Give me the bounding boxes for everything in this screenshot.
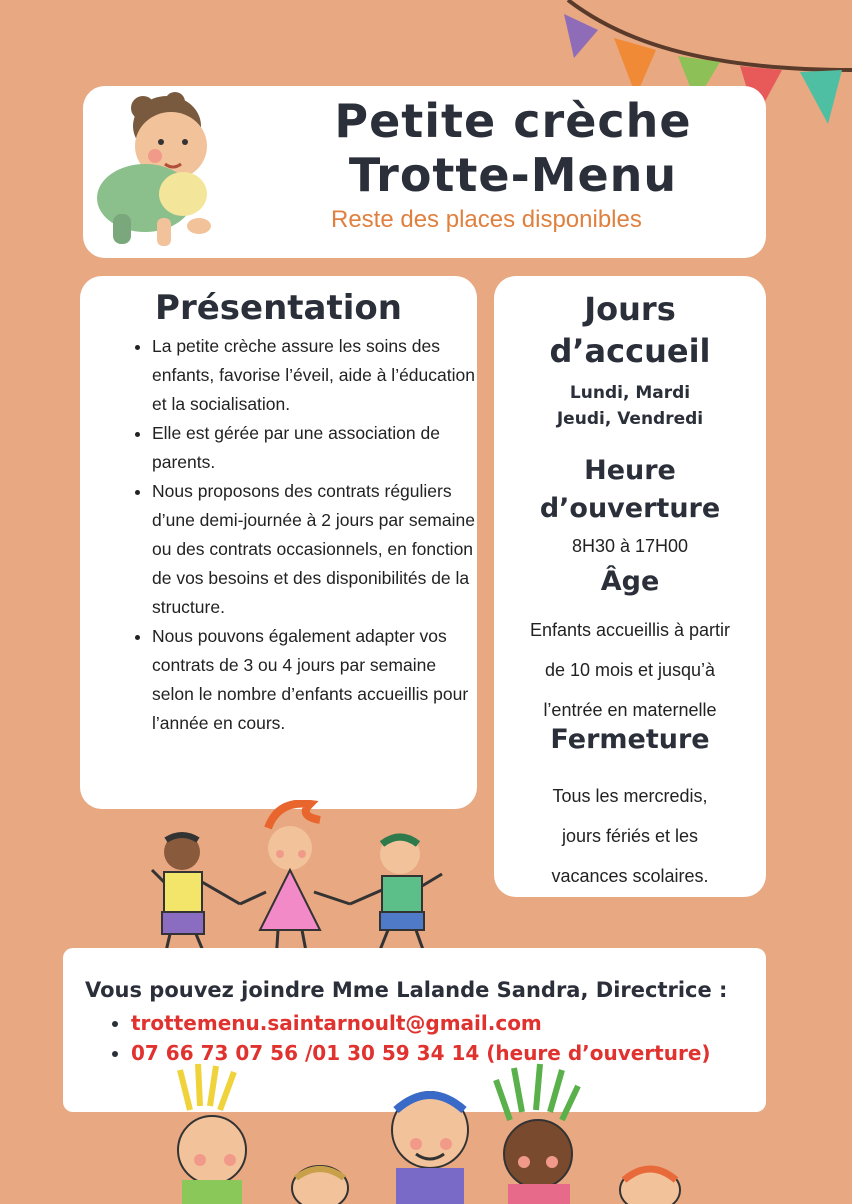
subtitle-places: Reste des places disponibles	[331, 206, 642, 233]
presentation-item: • Nous pouvons également adapter vos contrats de 3 ou 4 jours par semaine selon le nombre d’enfants accueillis pour l’année en cours.	[152, 622, 482, 738]
presentation-title: Présentation	[155, 288, 402, 328]
presentation-item: • La petite crèche assure les soins des enfants, favorise l’éveil, aide à l’éducation et la socialisation.	[152, 332, 482, 419]
fermeture-line-2: jours fériés et les	[561, 826, 699, 846]
contact-intro: Vous pouvez joindre Mme Lalande Sandra, Directrice :	[85, 978, 728, 1002]
children-holding-hands-illustration	[150, 800, 450, 970]
fermeture-line-1: Tous les mercredis,	[552, 786, 708, 806]
jours-title	[494, 288, 766, 372]
age-line-2: de 10 mois et jusqu’à	[544, 660, 716, 680]
fermeture-title: Fermeture	[550, 724, 710, 755]
crawling-baby-illustration	[87, 86, 237, 251]
fermeture-text	[494, 776, 766, 896]
title-card	[83, 86, 766, 258]
heure-title	[494, 452, 766, 528]
presentation-card	[80, 276, 477, 809]
presentation-list	[130, 332, 482, 738]
age-line-1: Enfants accueillis à partir	[529, 620, 731, 640]
contact-phones: • 07 66 73 07 56 /01 30 59 34 14 (heure d’ouverture)	[131, 1038, 711, 1068]
jours-values	[494, 380, 766, 432]
presentation-item: • Nous proposons des contrats réguliers d’une demi-journée à 2 jours par semaine ou des contrats occasionnels, en fonction de vos besoins et des disponibilités de la structure.	[152, 477, 482, 622]
jours-line-1: Lundi, Mardi	[569, 383, 691, 403]
contact-email-link[interactable]: • trottemenu.saintarnoult@gmail.com	[131, 1008, 711, 1038]
heure-title-line-1: Heure	[584, 455, 676, 486]
jours-line-2: Jeudi, Vendredi	[556, 409, 704, 429]
title-line-2: Trotte-Menu	[348, 148, 678, 202]
jours-title-line-2: d’accueil	[549, 332, 711, 370]
heure-title-line-2: d’ouverture	[539, 493, 721, 524]
title-line-1: Petite crèche	[334, 94, 692, 148]
info-card	[494, 276, 766, 897]
children-faces-illustration	[150, 1050, 710, 1204]
heure-value: 8H30 à 17H00	[571, 536, 689, 556]
jours-title-line-1: Jours	[584, 290, 676, 328]
age-title: Âge	[600, 566, 660, 597]
age-line-3: l’entrée en maternelle	[543, 700, 717, 720]
page-title	[283, 94, 743, 202]
age-text	[494, 610, 766, 730]
fermeture-line-3: vacances scolaires.	[551, 866, 709, 886]
presentation-item: • Elle est gérée par une association de parents.	[152, 419, 482, 477]
